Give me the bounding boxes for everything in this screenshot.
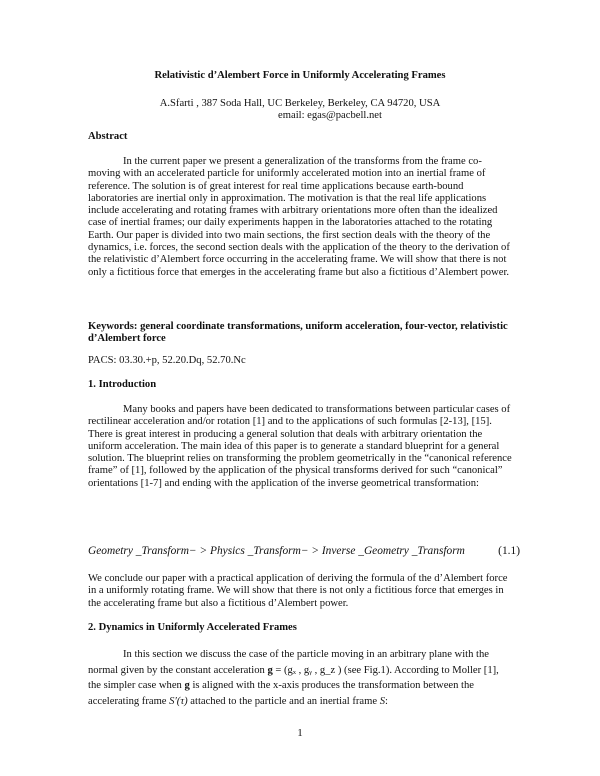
- section-1-body: Many books and papers have been dedicated to transformations between particular cases of rectilinear acceleration and/or rotation [1] and to the applications of such formulas [2-13], [15]. There is great interest in producing a general solution that deals with arbitrary orientation the uniform acceleration. The main idea of this paper is to generate a standard blueprint for a general solution. The blueprint relies on transforming the problem geometrically in the “canonical reference frame” of [1], followed by the application of the physical transforms derived for such “canonical” orientations [1-7] and ending with the application of the inverse geometrical transformation:: [88, 404, 512, 489]
- equation-1-1: [88, 545, 520, 557]
- accel-vector-symbol-2: g: [184, 680, 190, 691]
- section-2-heading: 2. Dynamics in Uniformly Accelerated Frames: [88, 622, 297, 633]
- section-2-rest: is aligned with the x-axis produces the transformation between the accelerating frame: [88, 680, 474, 707]
- section-2-tail: attached to the particle and an inertial frame: [190, 695, 378, 707]
- section-2-mid: (see Fig.1). According to Moller [1], the simpler case when: [88, 664, 499, 691]
- author-email: email: egas@pacbell.net: [278, 110, 382, 122]
- abstract-heading: Abstract: [88, 131, 128, 142]
- inertial-frame-symbol: S: [379, 695, 386, 707]
- pacs-codes: PACS: 03.30.+p, 52.20.Dq, 52.70.Nc: [88, 355, 246, 366]
- section-1-heading: 1. Introduction: [88, 379, 157, 390]
- author-line: A.Sfarti , 387 Soda Hall, UC Berkeley, Berkeley, CA 94720, USA: [159, 98, 441, 109]
- keywords: Keywords: general coordinate transformations, uniform acceleration, four-vector, relativistic d’Alembert force: [88, 321, 508, 345]
- section-2-end: :: [385, 695, 388, 707]
- accelerating-frame-symbol: S′(τ): [169, 695, 188, 707]
- author-block: [0, 98, 600, 123]
- equation-number: (1.1): [498, 545, 520, 557]
- section-2-body: [88, 647, 514, 709]
- conclusion-paragraph: We conclude our paper with a practical application of deriving the formula of the d’Alembert force in a uniformly rotating frame. We will show that there is not only a fictitious force that emerges in the accelerating frame but also a fictitious d’Alembert power.: [88, 573, 508, 609]
- equation-text: Geometry _Transform− > Physics _Transform− > Inverse _Geometry _Transform: [88, 545, 465, 557]
- section-2-intro: In this section we discuss the case of the particle moving in an arbitrary plane with the normal given by the constant acceleration: [88, 649, 489, 676]
- accel-vector-expression: = (gₓ , gᵧ , g_z ): [272, 664, 342, 676]
- page-number: 1: [297, 727, 303, 739]
- accel-vector-symbol: g: [267, 664, 273, 676]
- paper-title: Relativistic d’Alembert Force in Uniformly Accelerating Frames: [154, 70, 446, 81]
- abstract-body: In the current paper we present a generalization of the transforms from the frame co-moving with an accelerated particle for uniformly accelerated motion into an inertial frame of reference. The solution is of great interest for real time applications because earth-bound laboratories are inertial only in approximation. The motivation is that the real life applications include accelerating and rotating frames with arbitrary orientations more often than the idealized case of inertial frames; our daily experiments happen in the laboratories attached to the rotating Earth. Our paper is divided into two main sections, the first section deals with the theory of the dynamics, i.e. forces, the second section deals with the application of the theory to the derivation of the relativistic d’Alembert force occurring in the accelerating frame. We will show that there is not only a fictitious force that emerges in the accelerating frame but also a fictitious d’Alembert power.: [88, 156, 510, 278]
